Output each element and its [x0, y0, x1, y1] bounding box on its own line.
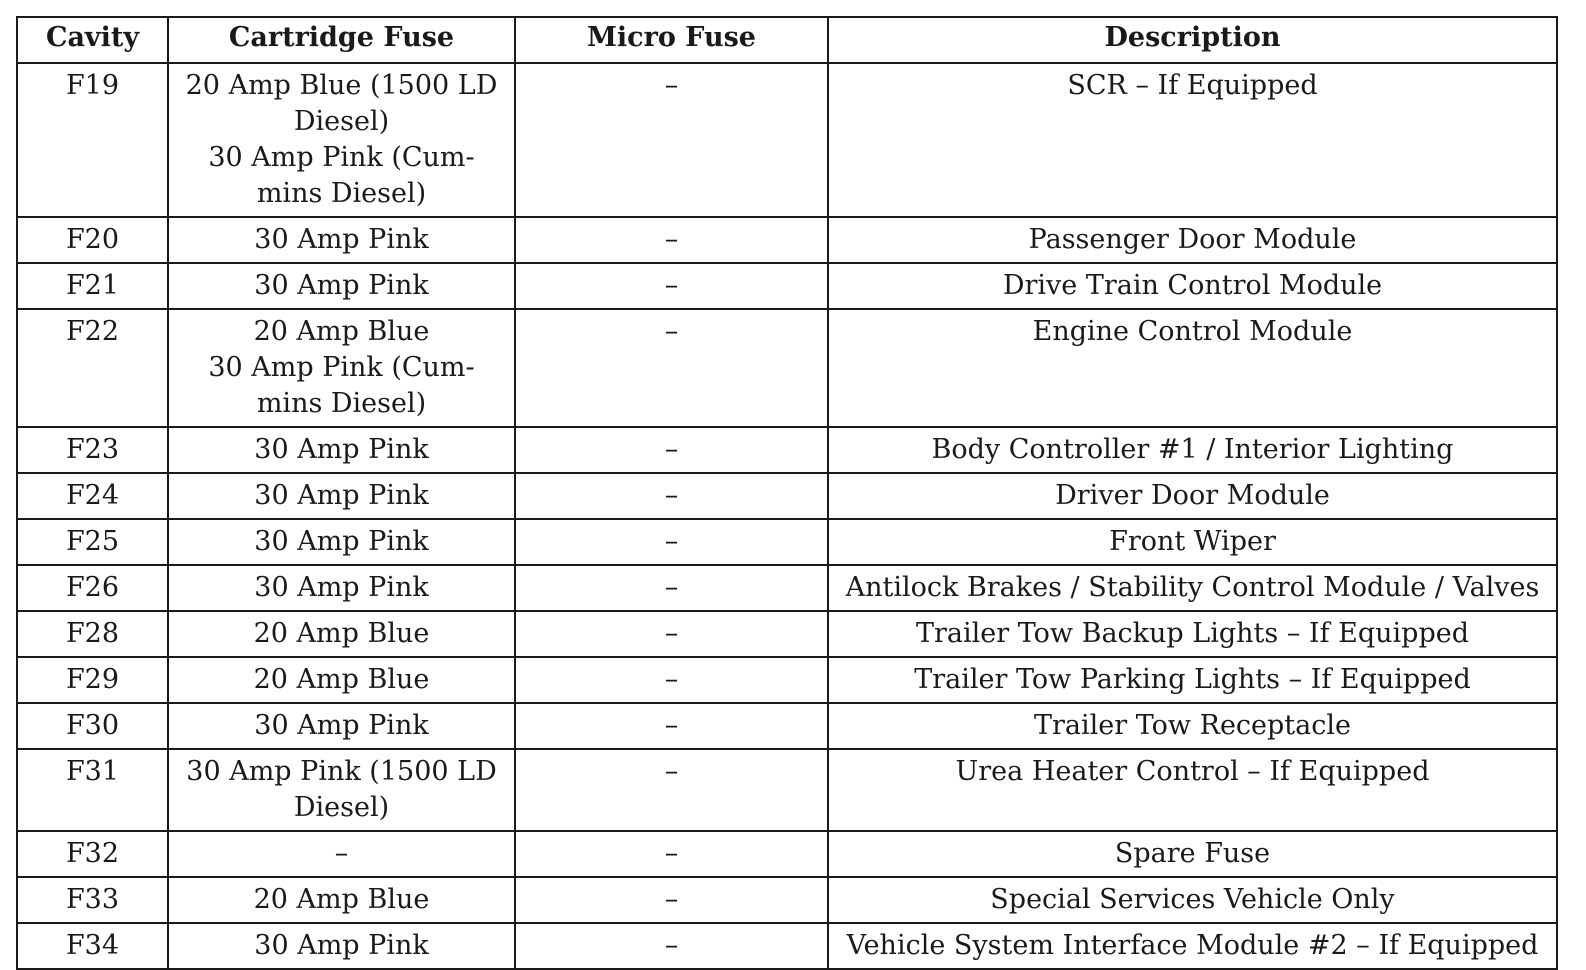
- table-row: [17, 427, 1557, 473]
- cartridge-fuse-cell: [168, 263, 515, 309]
- header-description: Description: [828, 17, 1557, 63]
- cavity-cell: F19: [17, 63, 168, 217]
- cartridge-fuse-cell: [168, 877, 515, 923]
- cartridge-fuse-line: mins Diesel): [256, 178, 427, 209]
- table-row: [17, 749, 1557, 831]
- description-cell: Trailer Tow Backup Lights – If Equipped: [828, 611, 1557, 657]
- micro-fuse-cell: –: [515, 565, 828, 611]
- description-cell: Trailer Tow Receptacle: [828, 703, 1557, 749]
- description-cell: Spare Fuse: [828, 831, 1557, 877]
- cartridge-fuse-line: Diesel): [293, 106, 390, 137]
- description-cell: Driver Door Module: [828, 473, 1557, 519]
- cartridge-fuse-line: 20 Amp Blue: [253, 884, 430, 915]
- cartridge-fuse-line: 30 Amp Pink: [254, 480, 429, 511]
- cartridge-fuse-line: Diesel): [293, 792, 390, 823]
- table-row: [17, 657, 1557, 703]
- cartridge-fuse-cell: [168, 217, 515, 263]
- table-body: [17, 63, 1557, 969]
- micro-fuse-cell: –: [515, 519, 828, 565]
- cavity-cell: F20: [17, 217, 168, 263]
- micro-fuse-cell: –: [515, 427, 828, 473]
- description-cell: Urea Heater Control – If Equipped: [828, 749, 1557, 831]
- description-cell: Trailer Tow Parking Lights – If Equipped: [828, 657, 1557, 703]
- micro-fuse-cell: –: [515, 749, 828, 831]
- table-row: [17, 263, 1557, 309]
- table-row: [17, 63, 1557, 217]
- cartridge-fuse-line: 30 Amp Pink (1500 LD: [186, 756, 497, 787]
- cartridge-fuse-line: 30 Amp Pink: [254, 930, 429, 961]
- table-row: [17, 923, 1557, 969]
- micro-fuse-cell: –: [515, 217, 828, 263]
- cartridge-fuse-cell: [168, 565, 515, 611]
- cavity-cell: F33: [17, 877, 168, 923]
- description-cell: Antilock Brakes / Stability Control Module / Valves: [828, 565, 1557, 611]
- cavity-cell: F31: [17, 749, 168, 831]
- cavity-cell: F28: [17, 611, 168, 657]
- micro-fuse-cell: –: [515, 657, 828, 703]
- table-row: [17, 611, 1557, 657]
- header-cavity: Cavity: [17, 17, 168, 63]
- header-micro-fuse: Micro Fuse: [515, 17, 828, 63]
- cartridge-fuse-line: 30 Amp Pink (Cum-: [208, 142, 475, 173]
- cartridge-fuse-cell: [168, 657, 515, 703]
- cartridge-fuse-line: mins Diesel): [256, 388, 427, 419]
- cartridge-fuse-line: 30 Amp Pink (Cum-: [208, 352, 475, 383]
- cartridge-fuse-cell: [168, 611, 515, 657]
- cavity-cell: F23: [17, 427, 168, 473]
- cavity-cell: F24: [17, 473, 168, 519]
- cartridge-fuse-line: 20 Amp Blue: [253, 316, 430, 347]
- description-cell: Body Controller #1 / Interior Lighting: [828, 427, 1557, 473]
- cavity-cell: F26: [17, 565, 168, 611]
- cartridge-fuse-line: –: [334, 838, 349, 869]
- micro-fuse-cell: –: [515, 831, 828, 877]
- micro-fuse-cell: –: [515, 263, 828, 309]
- cartridge-fuse-cell: [168, 923, 515, 969]
- table-row: [17, 519, 1557, 565]
- micro-fuse-cell: –: [515, 611, 828, 657]
- description-cell: Engine Control Module: [828, 309, 1557, 427]
- header-row: [17, 17, 1557, 63]
- cartridge-fuse-line: 30 Amp Pink: [254, 526, 429, 557]
- table-row: [17, 473, 1557, 519]
- table-row: [17, 565, 1557, 611]
- micro-fuse-cell: –: [515, 63, 828, 217]
- cartridge-fuse-cell: [168, 749, 515, 831]
- header-cartridge-fuse: Cartridge Fuse: [168, 17, 515, 63]
- cartridge-fuse-cell: [168, 519, 515, 565]
- cartridge-fuse-cell: [168, 473, 515, 519]
- cavity-cell: F32: [17, 831, 168, 877]
- cartridge-fuse-line: 30 Amp Pink: [254, 224, 429, 255]
- micro-fuse-cell: –: [515, 703, 828, 749]
- cavity-cell: F34: [17, 923, 168, 969]
- description-cell: Front Wiper: [828, 519, 1557, 565]
- cavity-cell: F29: [17, 657, 168, 703]
- cartridge-fuse-line: 30 Amp Pink: [254, 710, 429, 741]
- cartridge-fuse-line: 30 Amp Pink: [254, 270, 429, 301]
- table-header: [17, 17, 1557, 63]
- table-row: [17, 877, 1557, 923]
- cavity-cell: F30: [17, 703, 168, 749]
- cartridge-fuse-cell: [168, 63, 515, 217]
- description-cell: SCR – If Equipped: [828, 63, 1557, 217]
- description-cell: Vehicle System Interface Module #2 – If Equipped: [828, 923, 1557, 969]
- cartridge-fuse-line: 20 Amp Blue: [253, 618, 430, 649]
- cartridge-fuse-line: 30 Amp Pink: [254, 572, 429, 603]
- micro-fuse-cell: –: [515, 309, 828, 427]
- cavity-cell: F25: [17, 519, 168, 565]
- table-row: [17, 309, 1557, 427]
- description-cell: Drive Train Control Module: [828, 263, 1557, 309]
- cartridge-fuse-cell: [168, 427, 515, 473]
- fuse-table: [16, 16, 1558, 970]
- description-cell: Special Services Vehicle Only: [828, 877, 1557, 923]
- cavity-cell: F22: [17, 309, 168, 427]
- table-row: [17, 831, 1557, 877]
- cartridge-fuse-line: 30 Amp Pink: [254, 434, 429, 465]
- micro-fuse-cell: –: [515, 923, 828, 969]
- table-row: [17, 703, 1557, 749]
- cartridge-fuse-cell: [168, 703, 515, 749]
- description-cell: Passenger Door Module: [828, 217, 1557, 263]
- cartridge-fuse-line: 20 Amp Blue: [253, 664, 430, 695]
- cartridge-fuse-cell: [168, 831, 515, 877]
- micro-fuse-cell: –: [515, 473, 828, 519]
- cavity-cell: F21: [17, 263, 168, 309]
- cartridge-fuse-line: 20 Amp Blue (1500 LD: [185, 70, 498, 101]
- cartridge-fuse-cell: [168, 309, 515, 427]
- micro-fuse-cell: –: [515, 877, 828, 923]
- table-row: [17, 217, 1557, 263]
